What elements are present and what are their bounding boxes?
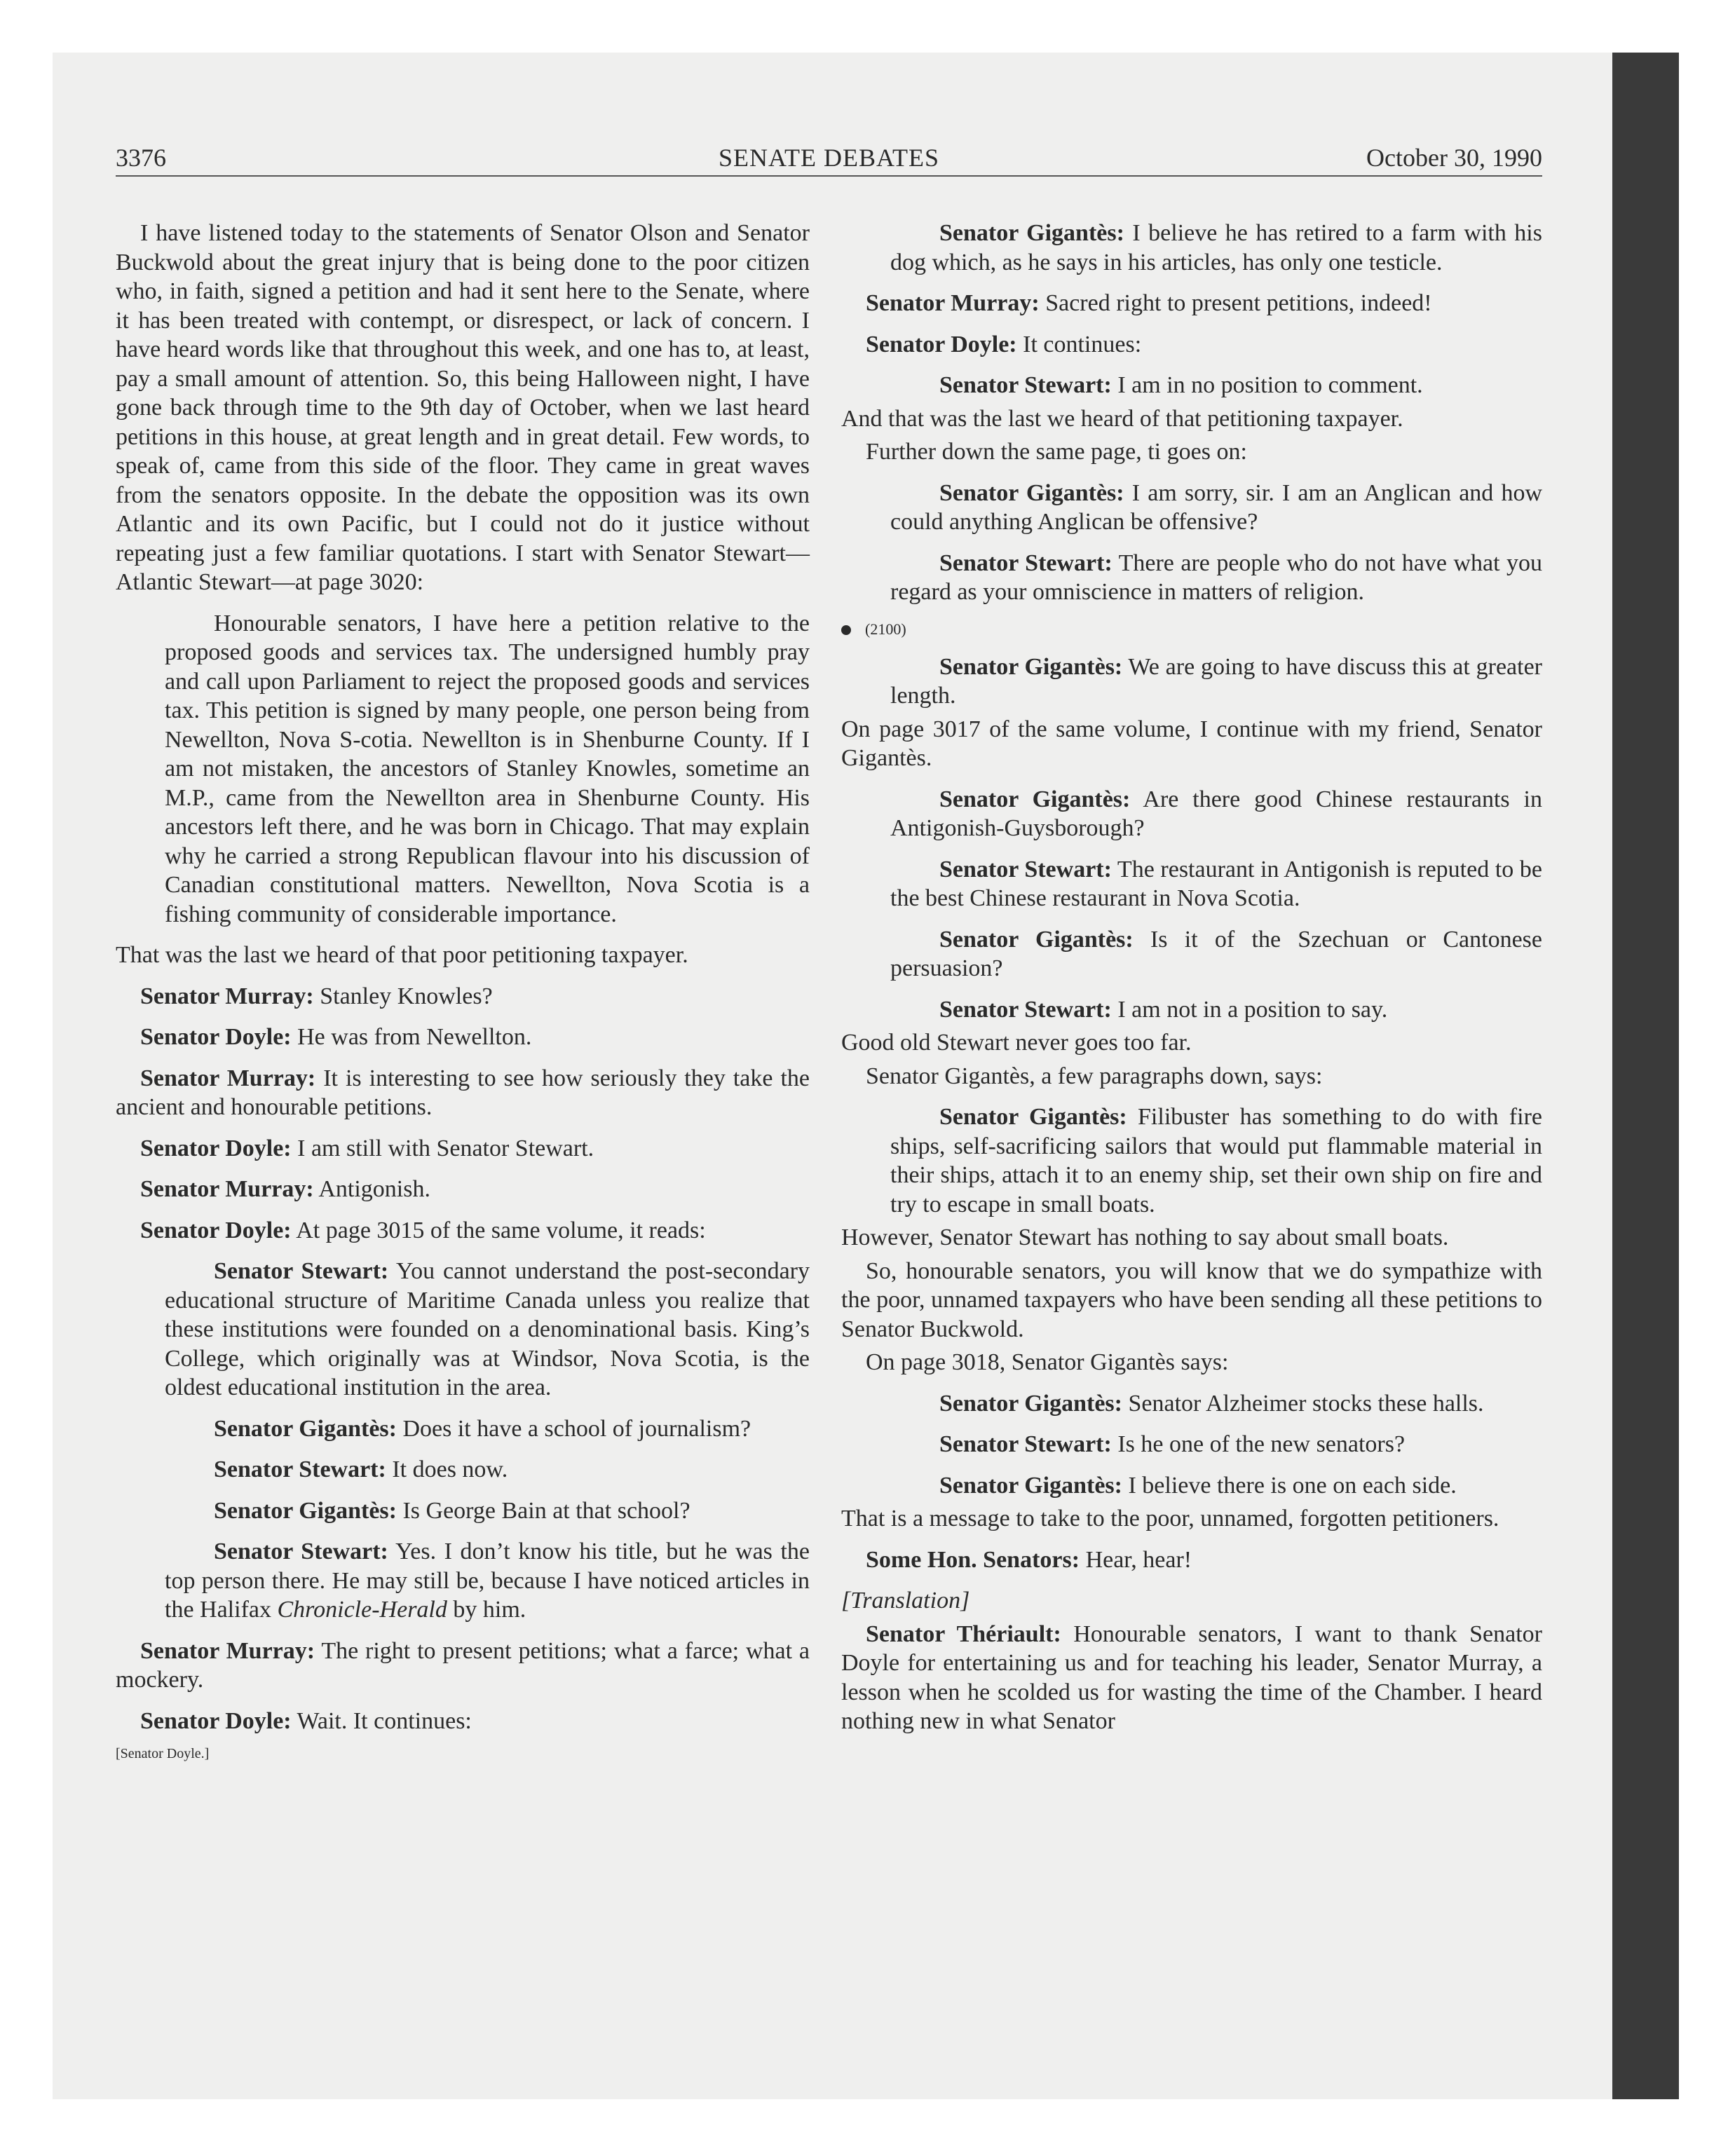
paragraph: Senator Gigantès, a few paragraphs down, says: xyxy=(866,1063,1323,1089)
speech-text: Senator Alzheimer stocks these halls. xyxy=(1122,1390,1484,1417)
speaker-name: Senator Gigantès: xyxy=(939,220,1124,246)
speaker-name: Senator Murray: xyxy=(866,290,1040,316)
quoted-turn xyxy=(890,219,1542,277)
speaker-name: Senator Stewart: xyxy=(939,996,1112,1023)
speech-text: Honourable senators, I want to thank Senator Doyle for entertaining us and for teaching his leader, Senator Murray, a lesson when he scolded us for wasting the time of the Chamber. I heard nothing new in what Senator xyxy=(841,1621,1542,1734)
speaker-name: Senator Gigantès: xyxy=(939,1104,1127,1130)
speaker-name: Senator Stewart: xyxy=(939,550,1113,576)
quoted-turn xyxy=(890,549,1542,607)
speaker-name: Senator Doyle: xyxy=(866,331,1017,357)
quoted-turn xyxy=(890,925,1542,983)
speaker-turn xyxy=(116,1216,810,1246)
speech-text: I am sorry, sir. I am an Anglican and how could anything Anglican be offensive? xyxy=(890,479,1543,535)
paragraph: On page 3017 of the same volume, I continue with my friend, Senator Gigantès. xyxy=(841,716,1542,771)
quoted-turn xyxy=(890,479,1542,537)
paragraph: However, Senator Stewart has nothing to say about small boats. xyxy=(841,1224,1449,1250)
speech-text: Filibuster has something to do with fire ships, self-sacrificing sailors that would put flammable material in their ships, attach it to an enemy ship, set their own ship on fire and try to escape in small boats. xyxy=(890,1104,1542,1217)
speaker-name: Senator Stewart: xyxy=(939,372,1112,398)
speech-text: Are there good Chinese restaurants in Antigonish-Guysborough? xyxy=(890,786,1543,841)
speaker-name: Senator Stewart: xyxy=(939,856,1112,882)
speech-text: The right to present petitions; what a farce; what a mockery. xyxy=(116,1637,810,1693)
paragraph: I have listened today to the statements of Senator Olson and Senator Buckwold about the great injury that is being done to the poor citizen who, in faith, signed a petition and had it sent here to the Senate, where it has been treated with contempt, or disrespect, or lack of concern. I have heard words like that throughout this week, and one has to, at least, pay a small amount of attention. So, this being Halloween night, I have gone back through time to the 9th day of October, when we last heard petitions in this house, at great length and in great detail. Few words, to speak of, came from this side of the floor. They came in great waves from the senators opposite. In the debate the opposition was its own Atlantic and its own Pacific, but I could not do it justice without repeating just a few familiar quotations. I start with Senator Stewart—Atlantic Stewart—at page 3020: xyxy=(116,220,810,595)
page-number: 3376 xyxy=(116,144,166,172)
speaker-name: Some Hon. Senators: xyxy=(866,1546,1080,1573)
speech-text: You cannot understand the post-secondary educational structure of Maritime Canada unless you realize that these institutions were founded on a denominational basis. King’s College, which originally was at Windsor, Nova Scotia, is the oldest educational institution in the area. xyxy=(165,1258,810,1400)
speech-text: I believe he has retired to a farm with his dog which, as he says in his articles, has only one testicle. xyxy=(890,220,1542,275)
quoted-turn xyxy=(165,1455,810,1485)
speaker-name: Senator Murray: xyxy=(140,983,314,1009)
speaker-name: Senator Doyle: xyxy=(140,1217,292,1243)
speaker-turn xyxy=(841,289,1542,318)
speech-text: Is it of the Szechuan or Cantonese persuasion? xyxy=(890,926,1542,981)
quoted-turn xyxy=(890,1389,1542,1419)
speaker-name: Senator Gigantès: xyxy=(939,479,1124,506)
speaker-name: Senator Gigantès: xyxy=(939,786,1131,812)
paragraph: Further down the same page, ti goes on: xyxy=(866,439,1247,465)
speaker-name: Senator Gigantès: xyxy=(214,1497,397,1524)
speech-text: I believe there is one on each side. xyxy=(1122,1472,1457,1499)
quoted-turn xyxy=(890,995,1542,1025)
paragraph: That was the last we heard of that poor petitioning taxpayer. xyxy=(116,942,688,968)
time-marker xyxy=(841,619,1542,640)
page-header xyxy=(116,140,1542,177)
speaker-turn xyxy=(841,1620,1542,1736)
speech-text: We are going to have discuss this at greater length. xyxy=(890,653,1542,709)
quoted-turn xyxy=(890,1103,1542,1219)
speaker-name: Senator Doyle: xyxy=(140,1024,292,1050)
speaker-name: Senator Gigantès: xyxy=(939,1472,1122,1499)
speech-text: There are people who do not have what you regard as your omniscience in matters of religion. xyxy=(890,550,1542,605)
quoted-turn xyxy=(890,1471,1542,1501)
speech-text: The restaurant in Antigonish is reputed to be the best Chinese restaurant in Nova Scotia. xyxy=(890,856,1542,911)
speech-text: Sacred right to present petitions, indeed! xyxy=(1039,290,1432,316)
quoted-turn xyxy=(890,1430,1542,1459)
speaker-name: Senator Stewart: xyxy=(214,1258,389,1284)
speaker-turn xyxy=(116,1064,810,1122)
speaker-turn xyxy=(116,982,810,1011)
newspaper-title: Chronicle-Herald xyxy=(277,1597,447,1623)
block-quote: Honourable senators, I have here a petition relative to the proposed goods and services tax. The undersigned humbly pray and call upon Parliament to reject the proposed goods and services tax. This petition is signed by many people, one person being from Newellton, Nova S-cotia. Newellton is in Shenburne County. If I am not mistaken, the ancestors of Stanley Knowles, sometime an M.P., came from the Newellton area in Shenburne County. His ancestors left there, and he was born in Chicago. That may explain why he carried a strong Republican flavour into his discussion of Canadian constitutional matters. Newellton, Nova Scotia is a fishing community of considerable importance. xyxy=(165,610,810,927)
speaker-turn xyxy=(116,1175,810,1204)
speaker-name: Senator Stewart: xyxy=(939,1431,1112,1457)
speech-text: Yes. I don’t know his title, but he was the top person there. He may still be, because I have noticed articles in the Halifax xyxy=(165,1538,810,1623)
paragraph: Good old Stewart never goes too far. xyxy=(841,1030,1192,1056)
speaker-turn xyxy=(116,1637,810,1695)
speech-text: Wait. It continues: xyxy=(291,1707,472,1734)
speech-text: I am still with Senator Stewart. xyxy=(291,1135,594,1161)
speech-text: Antigonish. xyxy=(313,1176,430,1202)
quoted-turn xyxy=(165,1496,810,1526)
speaker-name: Senator Doyle: xyxy=(140,1135,292,1161)
bullet-icon xyxy=(841,625,851,635)
quoted-turn xyxy=(890,785,1542,843)
speech-text: I am in no position to comment. xyxy=(1111,372,1423,398)
scan-edge-bar xyxy=(1612,53,1679,2099)
speaker-name: Senator Murray: xyxy=(140,1637,315,1664)
speech-text: by him. xyxy=(447,1597,526,1623)
paragraph: So, honourable senators, you will know that we do sympathize with the poor, unnamed taxpayers who have been sending all these petitions to Senator Buckwold. xyxy=(841,1257,1542,1342)
speaker-name: Senator Gigantès: xyxy=(939,653,1123,680)
quoted-turn xyxy=(890,371,1542,400)
quoted-turn xyxy=(890,855,1542,913)
speaker-name: Senator Gigantès: xyxy=(214,1415,397,1442)
speaker-turn xyxy=(116,1707,810,1736)
publication-date: October 30, 1990 xyxy=(1366,144,1542,172)
speaker-name: Senator Thériault: xyxy=(866,1621,1061,1647)
speech-text: At page 3015 of the same volume, it reads: xyxy=(291,1217,706,1243)
speaker-name: Senator Gigantès: xyxy=(939,1390,1122,1417)
speech-text: It does now. xyxy=(386,1456,508,1482)
paragraph: On page 3018, Senator Gigantès says: xyxy=(866,1349,1229,1375)
speech-text: I am not in a position to say. xyxy=(1111,996,1388,1023)
speech-text: Stanley Knowles? xyxy=(313,983,493,1009)
speaker-turn xyxy=(116,1134,810,1164)
speech-text: Does it have a school of journalism? xyxy=(396,1415,751,1442)
speaker-turn xyxy=(116,1023,810,1052)
speaker-name: Senator Stewart: xyxy=(214,1538,388,1564)
speaker-name: Senator Gigantès: xyxy=(939,926,1134,953)
paragraph: That is a message to take to the poor, unnamed, forgotten petitioners. xyxy=(841,1506,1499,1531)
running-footer: [Senator Doyle.] xyxy=(116,1746,210,1761)
time-marker-text: (2100) xyxy=(865,620,906,638)
speaker-name: Senator Stewart: xyxy=(214,1456,386,1482)
quoted-turn xyxy=(165,1257,810,1403)
right-column xyxy=(841,219,1542,1748)
speech-text: Hear, hear! xyxy=(1080,1546,1192,1573)
speech-text: Is he one of the new senators? xyxy=(1111,1431,1406,1457)
translation-note xyxy=(841,1586,1542,1616)
speaker-name: Senator Murray: xyxy=(140,1176,314,1202)
speech-text: It continues: xyxy=(1016,331,1142,357)
quoted-turn xyxy=(890,653,1542,711)
speech-text: It is interesting to see how seriously they take the ancient and honourable petitions. xyxy=(116,1065,810,1120)
publication-title: SENATE DEBATES xyxy=(718,144,939,172)
quoted-turn xyxy=(165,1414,810,1444)
speech-text: Is George Bain at that school? xyxy=(396,1497,690,1524)
translation-label: [Translation] xyxy=(841,1588,970,1613)
speech-text: He was from Newellton. xyxy=(291,1024,532,1050)
left-column xyxy=(116,219,810,1763)
speaker-name: Senator Doyle: xyxy=(140,1707,292,1734)
speaker-turn xyxy=(841,330,1542,360)
speaker-name: Senator Murray: xyxy=(140,1065,316,1091)
speaker-turn xyxy=(841,1546,1542,1575)
quoted-turn xyxy=(165,1537,810,1625)
paragraph: And that was the last we heard of that petitioning taxpayer. xyxy=(841,405,1403,432)
